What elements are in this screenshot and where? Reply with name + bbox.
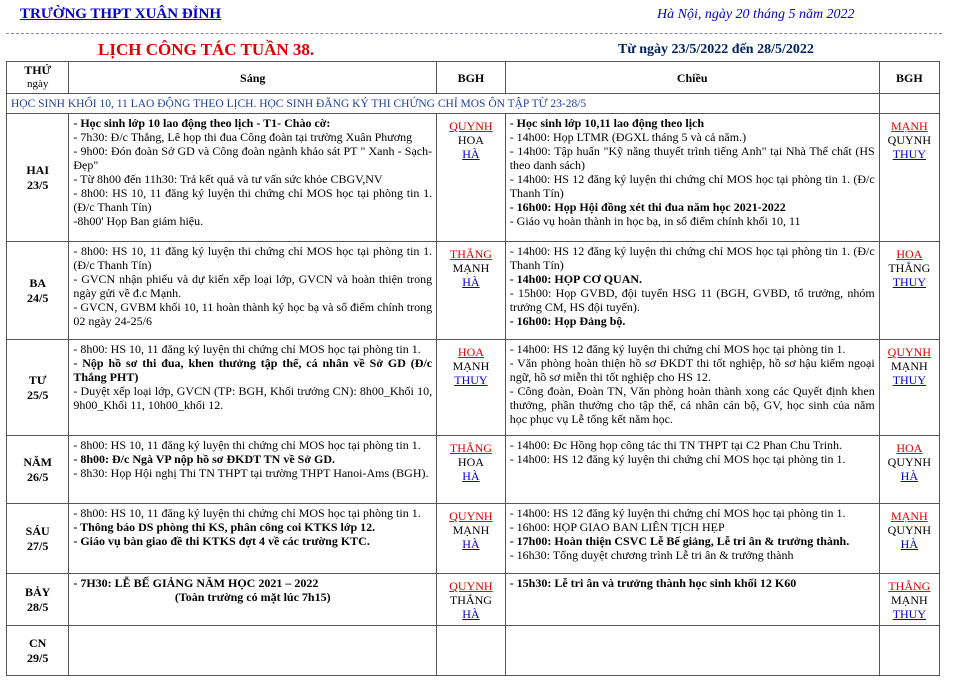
- duty-name: HÀ: [462, 147, 480, 161]
- day-date: 23/5: [26, 177, 49, 192]
- activity-line: - 14h00: HS 12 đăng ký luyện thi chứng chỉ MOS học tại phòng tin 1. (Đ/c Thanh Tín): [509, 244, 875, 272]
- bgh-afternoon-cell: [879, 242, 939, 340]
- day-cell: [7, 436, 69, 504]
- duty-name: THẮNG: [888, 579, 931, 593]
- activity-line: - 14h00: Họp LTMR (ĐGXL tháng 5 và cả năm.): [509, 130, 747, 144]
- schedule-table: [6, 61, 940, 676]
- activity-line: - 14h00: HS 12 đăng ký luyện thi chứng chỉ MOS học tại phòng tin 1.: [509, 452, 846, 466]
- duty-name: THUY: [892, 275, 927, 289]
- day-cell: [7, 574, 69, 626]
- table-row: [7, 504, 940, 574]
- bgh-morning-cell: [437, 114, 506, 242]
- activity-line: - GVCN, GVBM khối 10, 11 hoàn thành ký học bạ và sổ điểm chính trong 02 ngày 24-25/6: [73, 300, 433, 328]
- afternoon-cell: [505, 242, 879, 340]
- day-name: CN: [28, 635, 47, 650]
- duty-name: THUY: [892, 147, 927, 161]
- duty-name: HÀ: [900, 537, 919, 551]
- issue-date: Hà Nội, ngày 20 tháng 5 năm 2022: [657, 7, 855, 22]
- table-row: [7, 574, 940, 626]
- bgh-morning-cell: [437, 242, 506, 340]
- activity-line: - 8h00: HS 10, 11 đăng ký luyện thi chứng chỉ MOS học tại phòng tin 1.: [73, 506, 421, 520]
- bgh-afternoon-cell: [879, 436, 939, 504]
- duty-name: HÀ: [462, 607, 480, 621]
- duty-name: HOA: [896, 247, 923, 261]
- day-cell: [7, 504, 69, 574]
- day-date: 27/5: [26, 538, 49, 553]
- duty-name: HOA: [457, 455, 484, 469]
- duty-name: THUY: [892, 607, 927, 621]
- day-name: SÁU: [25, 523, 50, 538]
- duty-name: MẠNH: [891, 359, 928, 373]
- page-title: LỊCH CÔNG TÁC TUẦN 38.: [98, 40, 315, 59]
- bgh-morning-cell: [437, 574, 506, 626]
- activity-line: - 8h30: Họp Hội nghị Thi TN THPT tại trường THPT Hanoi-Ams (BGH).: [73, 466, 429, 480]
- activity-line: - 8h00: HS 10, 11 đăng ký luyện thi chứng chỉ MOS học tại phòng tin 1. (Đ/c Thanh Tín): [73, 244, 433, 272]
- col-header-day: [7, 62, 69, 94]
- bgh-afternoon-cell: [879, 574, 939, 626]
- table-row: [7, 436, 940, 504]
- day-name: NĂM: [23, 454, 52, 469]
- duty-name: THẮNG: [449, 247, 492, 261]
- duty-name: QUYNH: [449, 579, 493, 593]
- morning-cell: [69, 242, 437, 340]
- duty-name: QUYNH: [887, 523, 932, 537]
- day-name: TƯ: [28, 372, 47, 387]
- notice-row: [7, 94, 940, 114]
- bgh-morning-cell: [437, 340, 506, 436]
- table-row: [7, 626, 940, 676]
- day-name: HAI: [26, 162, 49, 177]
- table-header-row: [7, 62, 940, 94]
- day-name: BẢY: [24, 584, 51, 599]
- col-header-morning: Sáng: [69, 62, 437, 94]
- bgh-afternoon-cell: [879, 340, 939, 436]
- activity-line: - 8h00: HS 10, 11 đăng ký luyện thi chứng chỉ MOS học tại phòng tin 1.: [73, 342, 421, 356]
- activity-line: -8h00' Họp Ban giám hiệu.: [73, 214, 204, 228]
- day-date: 24/5: [26, 290, 49, 305]
- activity-line: - Học sinh lớp 10 lao động theo lịch - T1- Chào cờ:: [73, 116, 331, 130]
- duty-name: HOA: [896, 441, 923, 455]
- afternoon-cell: [505, 114, 879, 242]
- activity-line: - 15h30: Lễ tri ân và trưởng thành học sinh khối 12 K60: [509, 576, 797, 590]
- activity-line: - 14h00: Tập huấn "Kỹ năng thuyết trình tiếng Anh" tại Nhà Thể chất (HS theo danh sách): [509, 144, 875, 172]
- duty-name: HÀ: [462, 537, 480, 551]
- activity-line: - 17h00: Hoàn thiện CSVC Lễ Bế giảng, Lễ tri ân & trưởng thành.: [509, 534, 850, 548]
- activity-line: - 16h30: Tổng duyệt chương trình Lễ tri ân & trưởng thành: [509, 548, 794, 562]
- morning-cell: [69, 114, 437, 242]
- activity-line: - GVCN nhận phiếu và dự kiến xếp loại lớp, GVCN và hoàn thiện trong ngày gửi về đ.c Mạnh.: [73, 272, 433, 300]
- day-cell: [7, 340, 69, 436]
- duty-name: THẮNG: [449, 441, 492, 455]
- col-header-bgh-morning: BGH: [437, 62, 506, 94]
- duty-name: QUYNH: [887, 133, 932, 147]
- schedule-body: [7, 94, 940, 676]
- duty-name: HÀ: [900, 469, 919, 483]
- date-range: Từ ngày 23/5/2022 đến 28/5/2022: [618, 42, 814, 57]
- activity-line: - Từ 8h00 đến 11h30: Trả kết quả và tư vấn sức khỏe CBGV,NV: [73, 172, 383, 186]
- activity-line: - 8h00: HS 10, 11 đăng ký luyện thi chứng chỉ MOS học tại phòng tin 1. (Đ/c Thanh Tín): [73, 186, 433, 214]
- duty-name: HOA: [457, 345, 484, 359]
- duty-name: MẠNH: [452, 523, 490, 537]
- morning-cell: [69, 574, 437, 626]
- bgh-afternoon-cell: [879, 114, 939, 242]
- table-row: [7, 340, 940, 436]
- bgh-morning-cell: [437, 504, 506, 574]
- col-header-bgh-afternoon: BGH: [879, 62, 939, 94]
- duty-name: QUYNH: [887, 345, 932, 359]
- activity-line: - Giáo vụ hoàn thành in học bạ, in sổ điểm chính khối 10, 11: [509, 214, 801, 228]
- day-date: 28/5: [26, 599, 49, 614]
- day-date: 29/5: [26, 650, 49, 665]
- bgh-morning-cell: [437, 436, 506, 504]
- duty-name: MẠNH: [891, 593, 928, 607]
- duty-name: MẠNH: [891, 119, 928, 133]
- col-header-day-label: THỨ: [24, 63, 52, 77]
- activity-line: - 7H30: LỄ BẾ GIẢNG NĂM HỌC 2021 – 2022: [73, 576, 319, 590]
- morning-cell: [69, 436, 437, 504]
- day-name: BA: [29, 275, 46, 290]
- day-cell: [7, 114, 69, 242]
- day-cell: [7, 626, 69, 676]
- activity-line: - Thông báo DS phòng thi KS, phân công coi KTKS lớp 12.: [73, 520, 376, 534]
- morning-cell: [69, 626, 437, 676]
- day-cell: [7, 242, 69, 340]
- activity-line: (Toàn trường có mặt lúc 7h15): [174, 590, 331, 604]
- activity-line: - 14h00: HS 12 đăng ký luyện thi chứng chỉ MOS học tại phòng tin 1.: [509, 506, 846, 520]
- duty-name: HÀ: [462, 469, 480, 483]
- day-date: 26/5: [26, 469, 49, 484]
- activity-line: - 16h00: Họp Hội đồng xét thi đua năm học 2021-2022: [509, 200, 786, 214]
- activity-line: - 14h00: HS 12 đăng ký luyện thi chứng chỉ MOS học tại phòng tin 1.: [509, 342, 846, 356]
- afternoon-cell: [505, 436, 879, 504]
- table-row: [7, 114, 940, 242]
- activity-line: - 7h30: Đ/c Thắng, Lê họp thi đua Công đoàn tại trường Xuân Phương: [73, 130, 413, 144]
- header-divider: [6, 33, 942, 34]
- activity-line: - 8h00: HS 10, 11 đăng ký luyện thi chứng chỉ MOS học tại phòng tin 1.: [73, 438, 421, 452]
- activity-line: - 14h00: Đc Hồng họp công tác thi TN THPT tại C2 Phan Chu Trinh.: [509, 438, 843, 452]
- afternoon-cell: [505, 574, 879, 626]
- activity-line: - 8h00: Đ/c Ngà VP nộp hồ sơ ĐKDT TN về Sở GD.: [73, 452, 335, 466]
- afternoon-cell: [505, 340, 879, 436]
- afternoon-cell: [505, 626, 879, 676]
- duty-name: QUYNH: [449, 119, 493, 133]
- duty-name: HOA: [457, 133, 484, 147]
- activity-line: - Giáo vụ bàn giao đề thi KTKS đợt 4 về các trường KTC.: [73, 534, 370, 548]
- activity-line: - Duyệt xếp loại lớp, GVCN (TP: BGH, Khối trưởng CN): 8h00_Khối 10, 9h00_Khối 11, 10h00_khối 12.: [73, 384, 433, 412]
- duty-name: QUYNH: [887, 455, 932, 469]
- col-header-afternoon: Chiều: [505, 62, 879, 94]
- school-name: TRƯỜNG THPT XUÂN ĐỈNH: [20, 6, 221, 22]
- bgh-afternoon-cell: [879, 504, 939, 574]
- afternoon-cell: [505, 504, 879, 574]
- table-row: [7, 242, 940, 340]
- duty-name: THUY: [454, 373, 488, 387]
- activity-line: - Nộp hồ sơ thi đua, khen thưởng tập thể, cá nhân về Sở GD (Đ/c Thắng PHT): [73, 356, 433, 384]
- morning-cell: [69, 504, 437, 574]
- morning-cell: [69, 340, 437, 436]
- day-date: 25/5: [26, 387, 49, 402]
- activity-line: - Công đoàn, Đoàn TN, Văn phòng hoàn thành xong các Quyết định khen thưởng, phần thưởng cho tập thể, cá nhân cán bộ, GV, học sinh của năm học phục vụ Lễ tổng kết năm học.: [509, 384, 875, 426]
- bgh-morning-cell: [437, 626, 506, 676]
- activity-line: - Học sinh lớp 10,11 lao động theo lịch: [509, 116, 705, 130]
- activity-line: - 15h00: Họp GVBD, đội tuyển HSG 11 (BGH, GVBD, tổ trưởng, nhóm trưởng CM, HS đội tuyển).: [509, 286, 875, 314]
- duty-name: HÀ: [462, 275, 480, 289]
- activity-line: - Văn phòng hoàn thiện hồ sơ ĐKDT thi tốt nghiệp, hồ sơ hậu kiểm ngoại ngữ, hồ sơ miễn thi tốt nghiệp cho HS 12.: [509, 356, 875, 384]
- duty-name: QUYNH: [449, 509, 493, 523]
- duty-name: THẮNG: [888, 261, 931, 275]
- duty-name: THUY: [892, 373, 927, 387]
- duty-name: MẠNH: [452, 261, 490, 275]
- notice-bgh-cell: [879, 94, 939, 114]
- activity-line: - 14h00: HỌP CƠ QUAN.: [509, 272, 643, 286]
- activity-line: - 16h00: HỌP GIAO BAN LIÊN TỊCH HẸP: [509, 520, 725, 534]
- notice-cell: [7, 94, 880, 114]
- duty-name: MẠNH: [452, 359, 490, 373]
- activity-line: - 14h00: HS 12 đăng ký luyện thi chứng chỉ MOS học tại phòng tin 1. (Đ/c Thanh Tín): [509, 172, 875, 200]
- bgh-afternoon-cell: [879, 626, 939, 676]
- duty-name: MẠNH: [891, 509, 928, 523]
- duty-name: THẮNG: [449, 593, 492, 607]
- notice-text: HỌC SINH KHỐI 10, 11 LAO ĐỘNG THEO LỊCH. HỌC SINH ĐĂNG KÝ THI CHỨNG CHỈ MOS ÔN TẬP TỪ 23-28/5: [11, 98, 587, 110]
- activity-line: - 9h00: Đón đoàn Sở GD và Công đoàn ngành khảo sát PT " Xanh - Sạch-Đẹp": [73, 144, 433, 172]
- activity-line: - 16h00: Họp Đảng bộ.: [509, 314, 626, 328]
- col-header-day-sub: ngày: [26, 78, 49, 90]
